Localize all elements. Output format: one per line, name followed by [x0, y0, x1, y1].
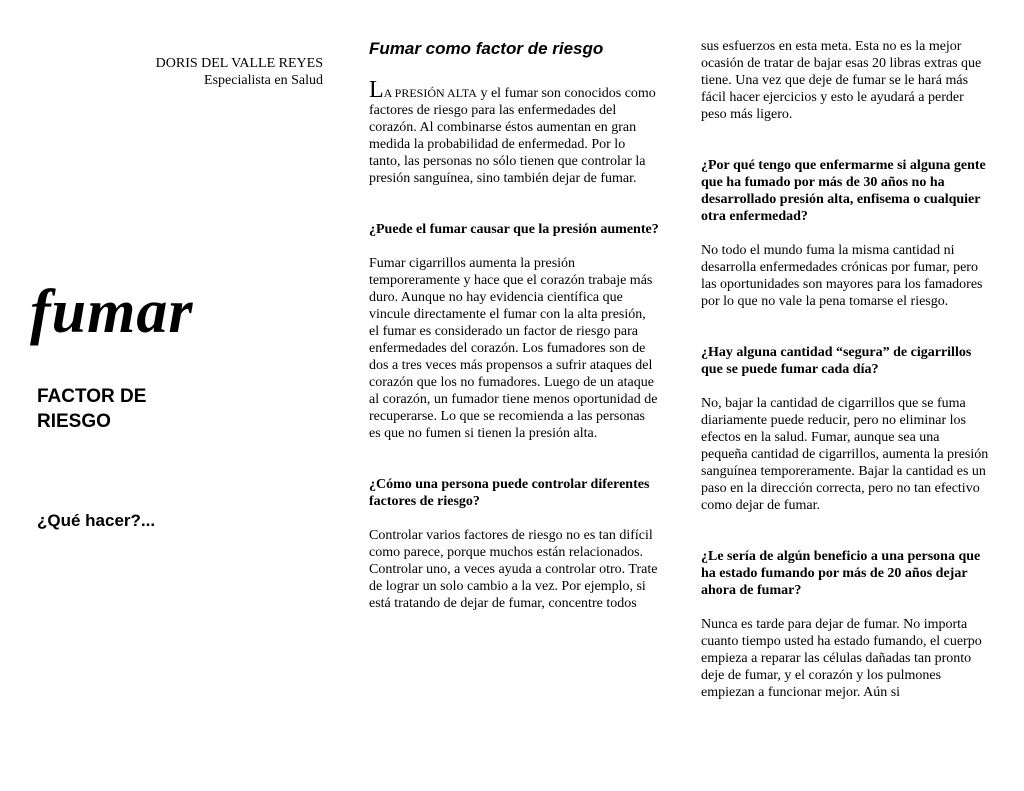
continued-text: sus esfuerzos en esta meta. Esta no es la mejor ocasión de tratar de bajar esas 20 libras extras que tiene. Una vez que deje de fumar se le hará más fácil hacer ejercicios y esto le ayudará a perder peso más ligero.	[701, 39, 982, 122]
intro-paragraph	[369, 77, 659, 187]
answer-5: Nunca es tarde para dejar de fumar. No importa cuanto tiempo usted ha estado fumando, el cuerpo empieza a reparar las células dañadas tan pronto deje de fumar, y el corazón y los pulmones empiezan a funcionar mejor. Aún si	[701, 617, 982, 700]
spacer	[369, 187, 659, 221]
answer-4: No, bajar la cantidad de cigarrillos que se fuma diariamente puede reducir, pero no eliminar los efectos en la salud. Fumar, aunque sea una pequeña cantidad de cigarrillos, aumenta la presión sanguínea temporeramente. Bajar la cantidad es un paso en la dirección correcta, pero no tan efectivo como dejar de fumar.	[701, 396, 989, 513]
cover-tagline: ¿Qué hacer?...	[37, 511, 156, 530]
intro-text: y el fumar son conocidos como factores de riesgo para las enfermedades del corazón. Al combinarse éstos aumentan en gran medida la probabilidad de enfermedad. Por lo tanto, las personas no sólo tienen que controlar la presión sanguínea, sino también dejar de fumar.	[369, 86, 656, 186]
question-1: ¿Puede el fumar causar que la presión aumente?	[369, 222, 659, 237]
spacer	[701, 225, 989, 242]
answer-3: No todo el mundo fuma la misma cantidad ni desarrolla enfermedades crónicas por fumar, pero las oportunidades son mayores para los famadores por lo que no vale la pena tomarse el riesgo.	[701, 243, 983, 309]
cover-subtitle-line2: RIESGO	[37, 411, 111, 432]
question-2: ¿Cómo una persona puede controlar diferentes factores de riesgo?	[369, 477, 650, 509]
cover-title: fumar	[30, 278, 194, 346]
spacer	[701, 378, 989, 395]
spacer	[701, 599, 989, 616]
author-name: DORIS DEL VALLE REYES	[155, 56, 323, 71]
author-block	[156, 55, 323, 89]
spacer	[701, 123, 989, 157]
middle-column	[369, 38, 659, 612]
question-4: ¿Hay alguna cantidad “segura” de cigarrillos que se puede fumar cada día?	[701, 345, 972, 377]
right-column	[701, 38, 989, 701]
answer-2: Controlar varios factores de riesgo no es tan difícil como parece, porque muchos están relacionados. Controlar uno, a veces ayuda a controlar otro. Trate de lograr un solo cambio a la vez. Por ejemplo, si está tratando de dejar de fumar, concentre todos	[369, 528, 658, 611]
author-role: Especialista en Salud	[204, 73, 323, 88]
question-5: ¿Le sería de algún beneficio a una persona que ha estado fumando por más de 20 años dejar ahora de fumar?	[701, 549, 981, 598]
cover-panel	[30, 0, 325, 791]
intro-smallcaps: A PRESIÓN ALTA	[383, 86, 477, 100]
spacer	[369, 238, 659, 255]
spacer	[701, 310, 989, 344]
cover-subtitle	[37, 384, 146, 434]
spacer	[701, 514, 989, 548]
section-heading: Fumar como factor de riesgo	[369, 39, 604, 58]
question-3: ¿Por qué tengo que enfermarme si alguna gente que ha fumado por más de 30 años no ha desarrollado presión alta, enfisema o cualquier otra enfermedad?	[701, 158, 986, 224]
spacer	[369, 510, 659, 527]
answer-1: Fumar cigarrillos aumenta la presión temporeramente y hace que el corazón trabaje más duro. Aunque no hay evidencia científica que vincule directamente el fumar con la alta presión, el fumar es considerado un factor de riesgo para enfermedades del corazón. Los fumadores son de dos a tres veces más propensos a sufrir ataques del corazón que los no fumadores. Luego de un ataque al corazón, un fumador tiene menos oportunidad de recuperarse. Lo que se recomienda a las personas es que no fumen si tienen la presión alta.	[369, 256, 658, 441]
intro-dropcap: L	[369, 77, 384, 103]
cover-subtitle-line1: FACTOR DE	[37, 386, 147, 407]
spacer	[369, 442, 659, 476]
